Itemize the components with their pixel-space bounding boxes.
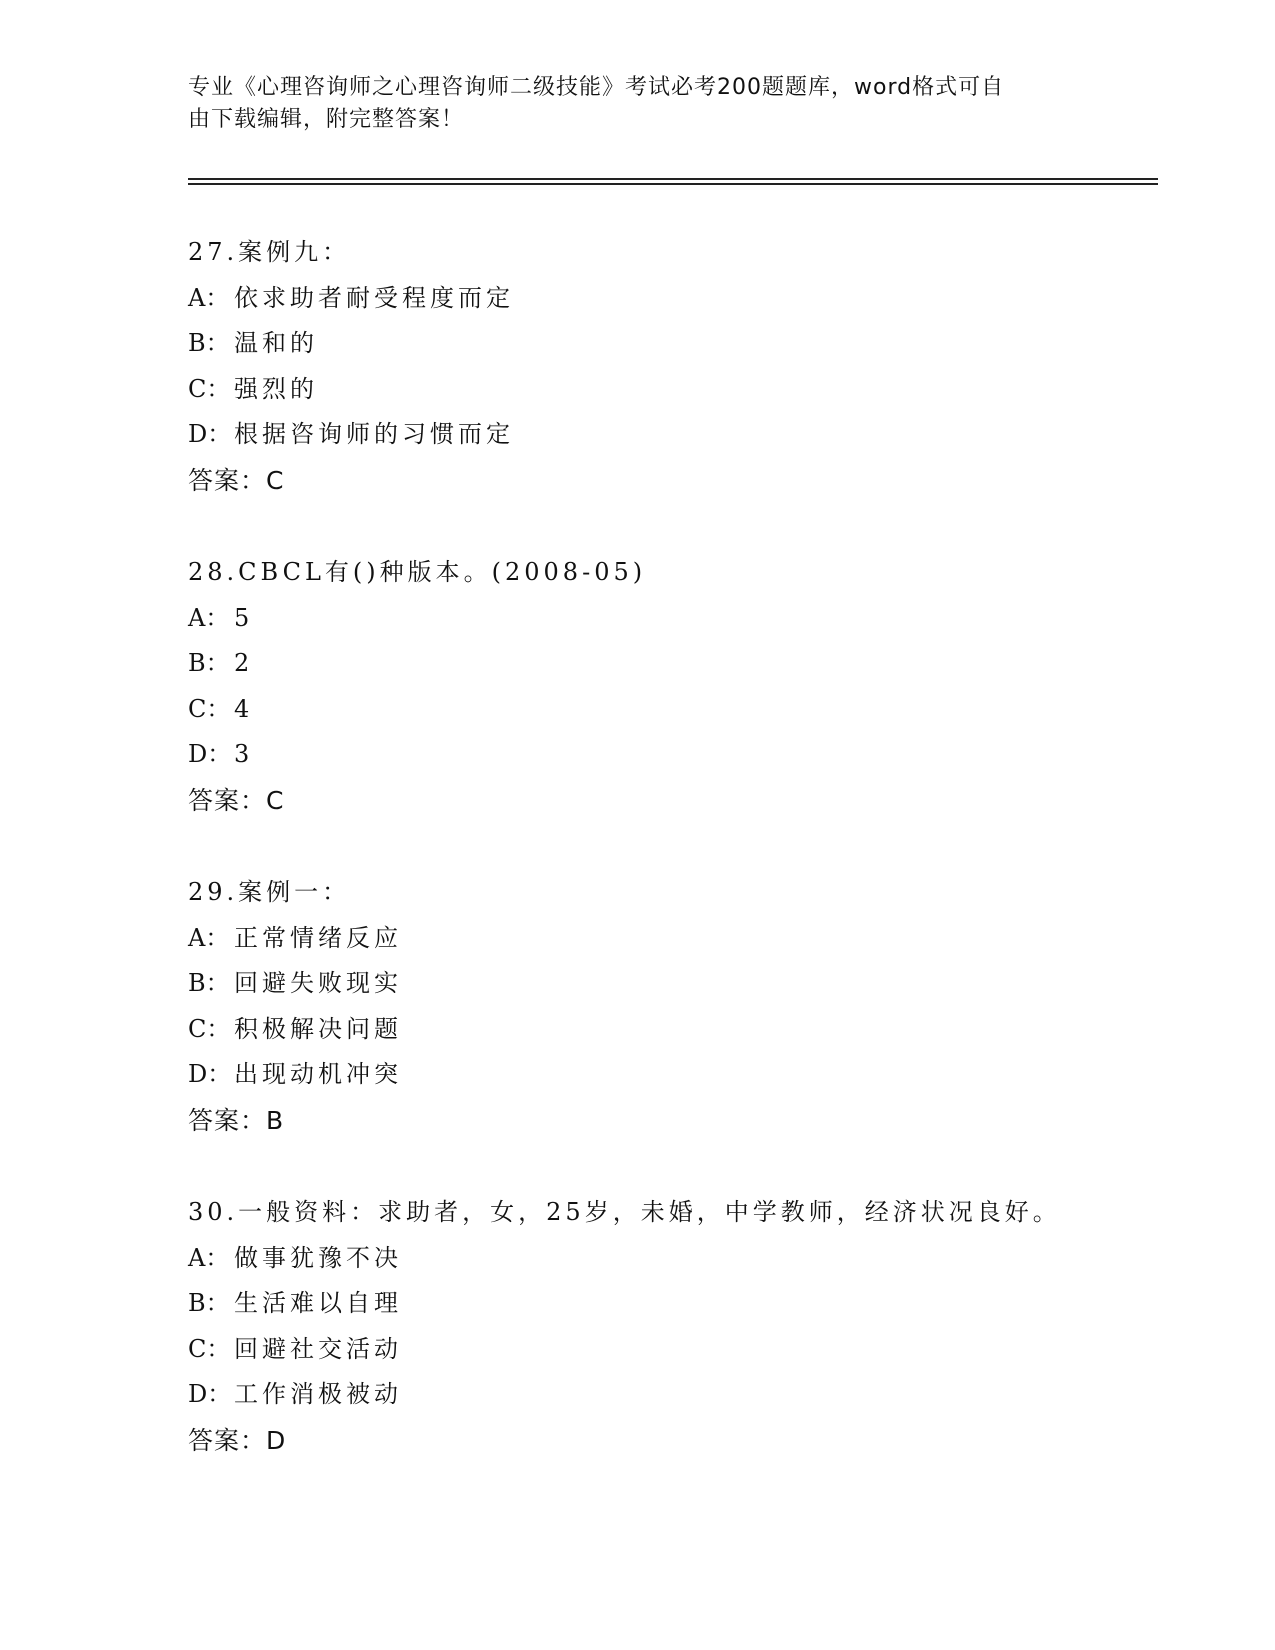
option-d (188, 1052, 1188, 1098)
option-d (188, 412, 1188, 458)
question-stem: 30.一般资料：求助者，女，25岁，未婚，中学教师，经济状况良好。 (188, 1198, 1061, 1226)
option-text: 4 (234, 694, 254, 723)
option-a (188, 916, 1188, 962)
question-stem: 28.CBCL有()种版本。(2008-05) (188, 558, 647, 586)
option-letter: B： (188, 649, 230, 678)
option-c (188, 687, 1188, 733)
option-letter: D： (188, 420, 232, 449)
option-c (188, 1327, 1188, 1373)
answer: 答案：C (188, 465, 285, 495)
option-a (188, 276, 1188, 322)
option-letter: B： (188, 1289, 230, 1318)
option-text: 出现动机冲突 (234, 1060, 402, 1089)
option-letter: D： (188, 1060, 232, 1089)
option-letter: A： (188, 283, 230, 312)
option-letter: B： (188, 329, 230, 358)
option-c (188, 1007, 1188, 1053)
option-text: 3 (234, 740, 254, 769)
option-text: 温和的 (234, 329, 318, 358)
answer: 答案：D (188, 1425, 287, 1455)
option-text: 强烈的 (234, 374, 318, 403)
option-text: 5 (234, 603, 254, 632)
option-b (188, 321, 1188, 367)
option-text: 回避社交活动 (234, 1334, 402, 1363)
answer: 答案：C (188, 785, 285, 815)
option-letter: D： (188, 740, 232, 769)
answer: 答案：B (188, 1105, 285, 1135)
option-letter: C： (188, 694, 231, 723)
option-text: 生活难以自理 (234, 1289, 402, 1318)
question-28 (188, 550, 1188, 824)
option-letter: B： (188, 969, 230, 998)
option-a (188, 1236, 1188, 1282)
option-b (188, 1281, 1188, 1327)
option-letter: D： (188, 1380, 232, 1409)
option-text: 积极解决问题 (234, 1014, 402, 1043)
header-line-2: 由下载编辑，附完整答案！ (188, 107, 465, 132)
question-27 (188, 230, 1188, 504)
option-c (188, 367, 1188, 413)
option-letter: C： (188, 1334, 231, 1363)
header-divider-top (188, 178, 1158, 180)
question-stem: 27.案例九： (188, 238, 351, 266)
option-letter: C： (188, 374, 231, 403)
option-d (188, 1372, 1188, 1418)
header-line-1: 专业《心理咨询师之心理咨询师二级技能》考试必考200题题库，word格式可自 (188, 75, 1005, 100)
option-text: 正常情绪反应 (234, 923, 402, 952)
option-letter: C： (188, 1014, 231, 1043)
question-29 (188, 870, 1188, 1144)
option-text: 依求助者耐受程度而定 (234, 283, 514, 312)
header-divider-bottom (188, 183, 1158, 185)
option-a (188, 596, 1188, 642)
option-text: 根据咨询师的习惯而定 (234, 420, 514, 449)
option-letter: A： (188, 923, 230, 952)
question-30 (188, 1190, 1188, 1464)
option-letter: A： (188, 603, 230, 632)
option-text: 2 (234, 649, 254, 678)
document-header (188, 72, 1078, 136)
option-d (188, 732, 1188, 778)
option-b (188, 641, 1188, 687)
option-text: 回避失败现实 (234, 969, 402, 998)
option-text: 工作消极被动 (234, 1380, 402, 1409)
option-letter: A： (188, 1243, 230, 1272)
question-stem: 29.案例一： (188, 878, 351, 906)
option-text: 做事犹豫不决 (234, 1243, 402, 1272)
option-b (188, 961, 1188, 1007)
